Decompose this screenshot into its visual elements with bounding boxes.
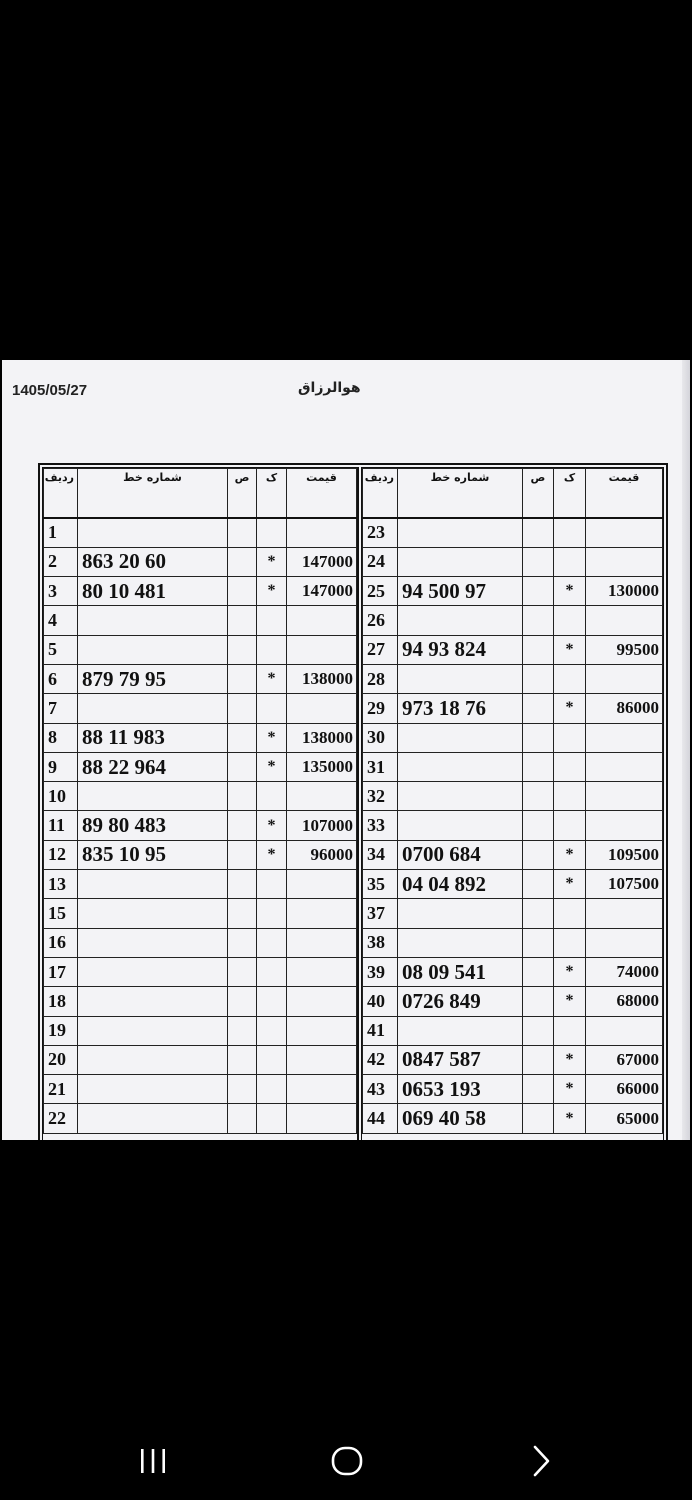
row-number-cell: 27 [362,635,397,664]
price-cell [585,899,662,928]
s-mark-cell [522,1045,553,1074]
line-number-cell: 835 10 95 [78,840,228,869]
line-number-cell: 863 20 60 [78,547,228,576]
row-number-cell: 23 [362,518,397,547]
s-mark-cell [228,1016,257,1045]
k-mark-cell [257,899,287,928]
home-icon [330,1445,364,1477]
right-table [362,468,663,1134]
row-number-cell: 44 [362,1104,397,1133]
line-number-cell [78,899,228,928]
line-number-cell: 94 500 97 [397,577,522,606]
s-mark-cell [228,723,257,752]
k-mark-cell [257,694,287,723]
k-mark-cell [553,1016,585,1045]
row-number-cell: 15 [44,899,78,928]
price-cell: 107000 [287,811,357,840]
s-mark-cell [522,1016,553,1045]
row-number-cell: 30 [362,723,397,752]
header-k: ک [553,469,585,519]
header-price: قیمت [585,469,662,519]
document-heading: هوالرزاق [298,380,361,396]
k-mark-cell [257,928,287,957]
price-cell: 65000 [585,1104,662,1133]
table-row [44,664,357,693]
back-icon [526,1444,556,1478]
table-row [362,1104,662,1133]
k-mark-cell [553,547,585,576]
s-mark-cell [522,723,553,752]
s-mark-cell [228,782,257,811]
line-number-cell [78,518,228,547]
line-number-cell: 0726 849 [397,987,522,1016]
k-mark-cell [257,606,287,635]
price-cell [585,782,662,811]
k-mark-cell [257,987,287,1016]
s-mark-cell [522,1075,553,1104]
price-cell: 135000 [287,752,357,781]
header-line-number: شماره خط [397,469,522,519]
price-cell [287,606,357,635]
table-row [44,811,357,840]
header-row-number: ردیف [44,469,78,519]
line-number-cell: 0653 193 [397,1075,522,1104]
home-button[interactable] [322,1443,372,1479]
price-cell [287,928,357,957]
table-row [44,723,357,752]
price-cell: 130000 [585,577,662,606]
k-mark-cell: * [257,811,287,840]
s-mark-cell [228,899,257,928]
s-mark-cell [522,606,553,635]
price-cell [585,1016,662,1045]
row-number-cell: 41 [362,1016,397,1045]
s-mark-cell [228,928,257,957]
k-mark-cell [553,811,585,840]
table-row [362,694,662,723]
table-row [44,635,357,664]
line-number-cell: 08 09 541 [397,957,522,986]
k-mark-cell [257,782,287,811]
price-cell [287,870,357,899]
table-row [362,811,662,840]
table-row [362,547,662,576]
k-mark-cell: * [553,870,585,899]
line-number-cell: 0700 684 [397,840,522,869]
s-mark-cell [228,1045,257,1074]
price-cell: 147000 [287,577,357,606]
k-mark-cell [553,606,585,635]
k-mark-cell: * [257,664,287,693]
left-table-body [44,518,357,1133]
s-mark-cell [522,840,553,869]
line-number-cell [397,752,522,781]
price-cell: 138000 [287,723,357,752]
table-row [44,606,357,635]
table-row [44,694,357,723]
line-number-cell: 973 18 76 [397,694,522,723]
row-number-cell: 12 [44,840,78,869]
table-row [362,752,662,781]
price-cell [287,1016,357,1045]
s-mark-cell [228,577,257,606]
s-mark-cell [228,1104,257,1133]
table-row [44,870,357,899]
line-number-cell: 88 11 983 [78,723,228,752]
price-cell: 99500 [585,635,662,664]
row-number-cell: 7 [44,694,78,723]
right-table-body [362,518,662,1133]
s-mark-cell [228,811,257,840]
table-row [362,899,662,928]
k-mark-cell [257,1075,287,1104]
price-cell [287,957,357,986]
table-row [362,1045,662,1074]
s-mark-cell [522,752,553,781]
price-cell [287,1104,357,1133]
row-number-cell: 19 [44,1016,78,1045]
row-number-cell: 34 [362,840,397,869]
price-cell [287,518,357,547]
s-mark-cell [522,694,553,723]
table-row [44,1104,357,1133]
line-number-cell [397,1016,522,1045]
s-mark-cell [522,664,553,693]
line-number-cell [78,694,228,723]
k-mark-cell [553,782,585,811]
table-row [44,987,357,1016]
row-number-cell: 1 [44,518,78,547]
table-row [44,577,357,606]
line-number-cell: 94 93 824 [397,635,522,664]
header-k: ک [257,469,287,519]
table-row [362,987,662,1016]
line-number-cell: 069 40 58 [397,1104,522,1133]
s-mark-cell [522,577,553,606]
s-mark-cell [522,547,553,576]
document-date: 1405/05/27 [12,382,88,399]
s-mark-cell [228,664,257,693]
price-cell [287,1045,357,1074]
table-row [44,1045,357,1074]
price-cell: 66000 [585,1075,662,1104]
header-row-number: ردیف [362,469,397,519]
s-mark-cell [522,811,553,840]
price-sheet [38,463,668,1140]
row-number-cell: 6 [44,664,78,693]
document-photo [2,360,690,1140]
s-mark-cell [228,870,257,899]
k-mark-cell: * [553,987,585,1016]
line-number-cell [78,928,228,957]
k-mark-cell [553,664,585,693]
row-number-cell: 38 [362,928,397,957]
table-row [44,782,357,811]
row-number-cell: 33 [362,811,397,840]
row-number-cell: 22 [44,1104,78,1133]
table-row [44,840,357,869]
line-number-cell [397,811,522,840]
table-row [44,899,357,928]
s-mark-cell [522,987,553,1016]
line-number-cell: 879 79 95 [78,664,228,693]
s-mark-cell [228,518,257,547]
k-mark-cell: * [553,694,585,723]
row-number-cell: 26 [362,606,397,635]
k-mark-cell: * [257,723,287,752]
row-number-cell: 43 [362,1075,397,1104]
line-number-cell [78,1045,228,1074]
table-row [44,1075,357,1104]
s-mark-cell [228,840,257,869]
line-number-cell [397,723,522,752]
line-number-cell: 89 80 483 [78,811,228,840]
k-mark-cell: * [553,1104,585,1133]
table-row [44,547,357,576]
line-number-cell [78,1075,228,1104]
s-mark-cell [228,1075,257,1104]
paper-edge [682,360,690,1140]
price-cell [585,811,662,840]
k-mark-cell: * [553,577,585,606]
table-row [362,782,662,811]
price-cell [287,635,357,664]
row-number-cell: 42 [362,1045,397,1074]
line-number-cell [78,987,228,1016]
header-price: قیمت [287,469,357,519]
table-row [362,840,662,869]
line-number-cell: 88 22 964 [78,752,228,781]
s-mark-cell [522,635,553,664]
left-table [43,468,357,1134]
k-mark-cell: * [553,840,585,869]
android-navigation-bar [0,1415,692,1500]
s-mark-cell [228,752,257,781]
line-number-cell [78,957,228,986]
k-mark-cell: * [553,1075,585,1104]
s-mark-cell [228,635,257,664]
price-cell [585,606,662,635]
k-mark-cell [257,957,287,986]
price-cell [287,987,357,1016]
row-number-cell: 9 [44,752,78,781]
table-row [362,957,662,986]
s-mark-cell [522,899,553,928]
table-row [362,664,662,693]
table-row [362,577,662,606]
row-number-cell: 3 [44,577,78,606]
row-number-cell: 20 [44,1045,78,1074]
price-cell: 68000 [585,987,662,1016]
price-cell [585,723,662,752]
k-mark-cell [257,1045,287,1074]
price-cell: 67000 [585,1045,662,1074]
k-mark-cell [257,870,287,899]
line-number-cell [78,870,228,899]
table-row [362,723,662,752]
k-mark-cell [553,518,585,547]
k-mark-cell: * [553,1045,585,1074]
row-number-cell: 2 [44,547,78,576]
k-mark-cell [553,928,585,957]
s-mark-cell [522,928,553,957]
row-number-cell: 35 [362,870,397,899]
k-mark-cell [553,723,585,752]
price-cell: 107500 [585,870,662,899]
k-mark-cell: * [257,577,287,606]
price-cell [287,694,357,723]
table-row [362,928,662,957]
s-mark-cell [522,870,553,899]
row-number-cell: 24 [362,547,397,576]
line-number-cell: 80 10 481 [78,577,228,606]
s-mark-cell [522,782,553,811]
recent-apps-button[interactable] [128,1443,178,1479]
k-mark-cell [257,518,287,547]
k-mark-cell [257,1104,287,1133]
table-row [44,1016,357,1045]
row-number-cell: 37 [362,899,397,928]
price-cell [287,1075,357,1104]
row-number-cell: 28 [362,664,397,693]
recent-apps-icon [138,1447,168,1475]
row-number-cell: 18 [44,987,78,1016]
table-row [362,635,662,664]
table-row [362,518,662,547]
table-row [362,1075,662,1104]
k-mark-cell [257,635,287,664]
line-number-cell [397,899,522,928]
header-line-number: شماره خط [78,469,228,519]
row-number-cell: 21 [44,1075,78,1104]
k-mark-cell [553,752,585,781]
s-mark-cell [228,694,257,723]
table-row [44,928,357,957]
line-number-cell [397,518,522,547]
table-row [362,870,662,899]
left-table-half [42,467,359,1140]
row-number-cell: 16 [44,928,78,957]
line-number-cell [78,635,228,664]
row-number-cell: 39 [362,957,397,986]
price-cell [287,782,357,811]
s-mark-cell [522,957,553,986]
line-number-cell [78,1016,228,1045]
line-number-cell: 04 04 892 [397,870,522,899]
row-number-cell: 11 [44,811,78,840]
price-cell [585,928,662,957]
line-number-cell [397,606,522,635]
table-row [362,1016,662,1045]
k-mark-cell: * [257,547,287,576]
table-row [44,752,357,781]
row-number-cell: 13 [44,870,78,899]
line-number-cell: 0847 587 [397,1045,522,1074]
price-cell: 138000 [287,664,357,693]
row-number-cell: 17 [44,957,78,986]
price-cell [585,664,662,693]
price-cell: 147000 [287,547,357,576]
price-cell [585,518,662,547]
s-mark-cell [228,957,257,986]
k-mark-cell [553,899,585,928]
k-mark-cell: * [553,635,585,664]
price-cell [287,899,357,928]
row-number-cell: 8 [44,723,78,752]
line-number-cell [78,606,228,635]
table-row [44,518,357,547]
row-number-cell: 29 [362,694,397,723]
row-number-cell: 25 [362,577,397,606]
k-mark-cell: * [553,957,585,986]
line-number-cell [78,1104,228,1133]
row-number-cell: 5 [44,635,78,664]
row-number-cell: 4 [44,606,78,635]
table-row [362,606,662,635]
price-cell: 96000 [287,840,357,869]
line-number-cell [78,782,228,811]
line-number-cell [397,547,522,576]
price-cell: 86000 [585,694,662,723]
row-number-cell: 40 [362,987,397,1016]
header-s: ص [228,469,257,519]
s-mark-cell [228,547,257,576]
price-cell: 109500 [585,840,662,869]
price-cell [585,752,662,781]
s-mark-cell [228,987,257,1016]
table-row [44,957,357,986]
s-mark-cell [228,606,257,635]
back-button[interactable] [516,1443,566,1479]
k-mark-cell: * [257,752,287,781]
right-table-half [361,467,664,1140]
s-mark-cell [522,518,553,547]
row-number-cell: 31 [362,752,397,781]
k-mark-cell [257,1016,287,1045]
line-number-cell [397,928,522,957]
price-cell: 74000 [585,957,662,986]
header-s: ص [522,469,553,519]
k-mark-cell: * [257,840,287,869]
row-number-cell: 32 [362,782,397,811]
line-number-cell [397,664,522,693]
s-mark-cell [522,1104,553,1133]
row-number-cell: 10 [44,782,78,811]
price-cell [585,547,662,576]
line-number-cell [397,782,522,811]
